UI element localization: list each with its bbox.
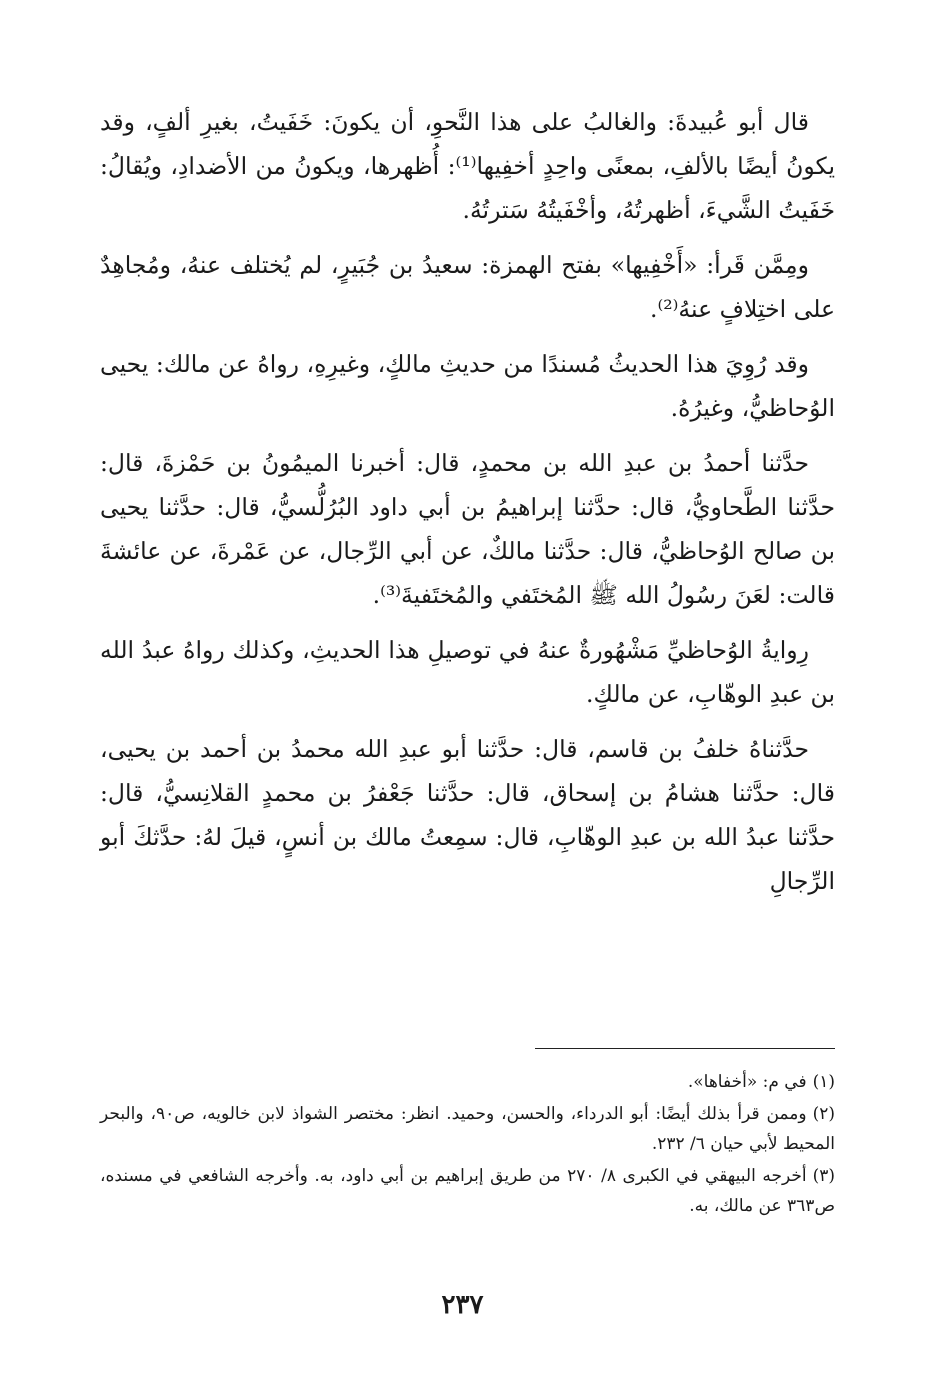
paragraph-3: وقد رُوِيَ هذا الحديثُ مُسندًا من حديثِ مالكٍ، وغيرِهِ، رواهُ عن مالك: يحيى الوُحاظيُّ، وغيرُهُ. xyxy=(100,350,835,422)
footnote-number: (٢) xyxy=(812,1104,835,1124)
footnote-2 xyxy=(100,1099,835,1159)
footnote-number: (٣) xyxy=(812,1166,835,1186)
paragraph-2: ومِمَّن قَرأ: «أَخْفِيها» بفتح الهمزة: سعيدُ بن جُبَيرٍ، لم يُختلف عنهُ، ومُجاهِدٌ على اختِلافٍ عنهُ⁽²⁾. xyxy=(100,251,835,323)
paragraph-5: رِوايةُ الوُحاظيِّ مَشْهُورةٌ عنهُ في توصيلِ هذا الحديثِ، وكذلك رواهُ عبدُ الله بن عبدِ الوهّابِ، عن مالكٍ. xyxy=(100,636,835,708)
footnote-text: في م: «أخفاها». xyxy=(687,1072,807,1092)
footnotes xyxy=(100,1067,835,1223)
paragraph-4: حدَّثنا أحمدُ بن عبدِ الله بن محمدٍ، قال: أخبرنا الميمُونُ بن حَمْزةَ، قال: حدَّثنا الطَّحاويُّ، قال: حدَّثنا إبراهيمُ بن أبي داود البُرُلُّسيُّ، قال: حدَّثنا يحيى بن صالح الوُحاظيُّ، قال: حدَّثنا مالكٌ، عن أبي الرِّجال، عن عَمْرةَ، عن عائشةَ قالت: لعَنَ رسُولُ الله ﷺ المُختَفي والمُختَفيةَ⁽³⁾. xyxy=(100,449,835,609)
footnote-number: (١) xyxy=(812,1072,835,1092)
page-body xyxy=(100,100,835,914)
footnote-divider xyxy=(535,1048,835,1049)
footnote-text: أخرجه البيهقي في الكبرى ٨/ ٢٧٠ من طريق إبراهيم بن أبي داود، به. وأخرجه الشافعي في مسنده، ص٣٦٣ عن مالك، به. xyxy=(100,1166,835,1216)
main-text xyxy=(100,100,835,903)
footnote-1 xyxy=(100,1067,835,1097)
paragraph-1: قال أبو عُبيدةَ: والغالبُ على هذا النَّحوِ، أن يكونَ: خَفَيتُ، بغيرِ ألفٍ، وقد يكونُ أيضًا بالألفِ، بمعنًى واحِدٍ أخفِيها⁽¹⁾: أُظهرها، ويكونُ من الأضدادِ، ويُقالُ: خَفَيتُ الشَّيءَ، أظهرتُهُ، وأخْفَيتُهُ سَترتُهُ. xyxy=(100,108,835,224)
paragraph-6: حدَّثناهُ خلفُ بن قاسم، قال: حدَّثنا أبو عبدِ الله محمدُ بن أحمد بن يحيى، قال: حدَّثنا هشامُ بن إسحاق، قال: حدَّثنا جَعْفرُ بن محمدٍ القلانِسيُّ، قال: حدَّثنا عبدُ الله بن عبدِ الوهّابِ، قال: سمِعتُ مالك بن أنسٍ، قيلَ لهُ: حدَّثكَ أبو الرِّجالِ xyxy=(100,735,835,895)
footnote-text: وممن قرأ بذلك أيضًا: أبو الدرداء، والحسن، وحميد. انظر: مختصر الشواذ لابن خالويه، ص٩٠، والبحر المحيط لأبي حيان ٦/ ٢٣٢. xyxy=(100,1104,835,1154)
page-number: ٢٣٧ xyxy=(441,1290,484,1320)
footnote-3 xyxy=(100,1161,835,1221)
